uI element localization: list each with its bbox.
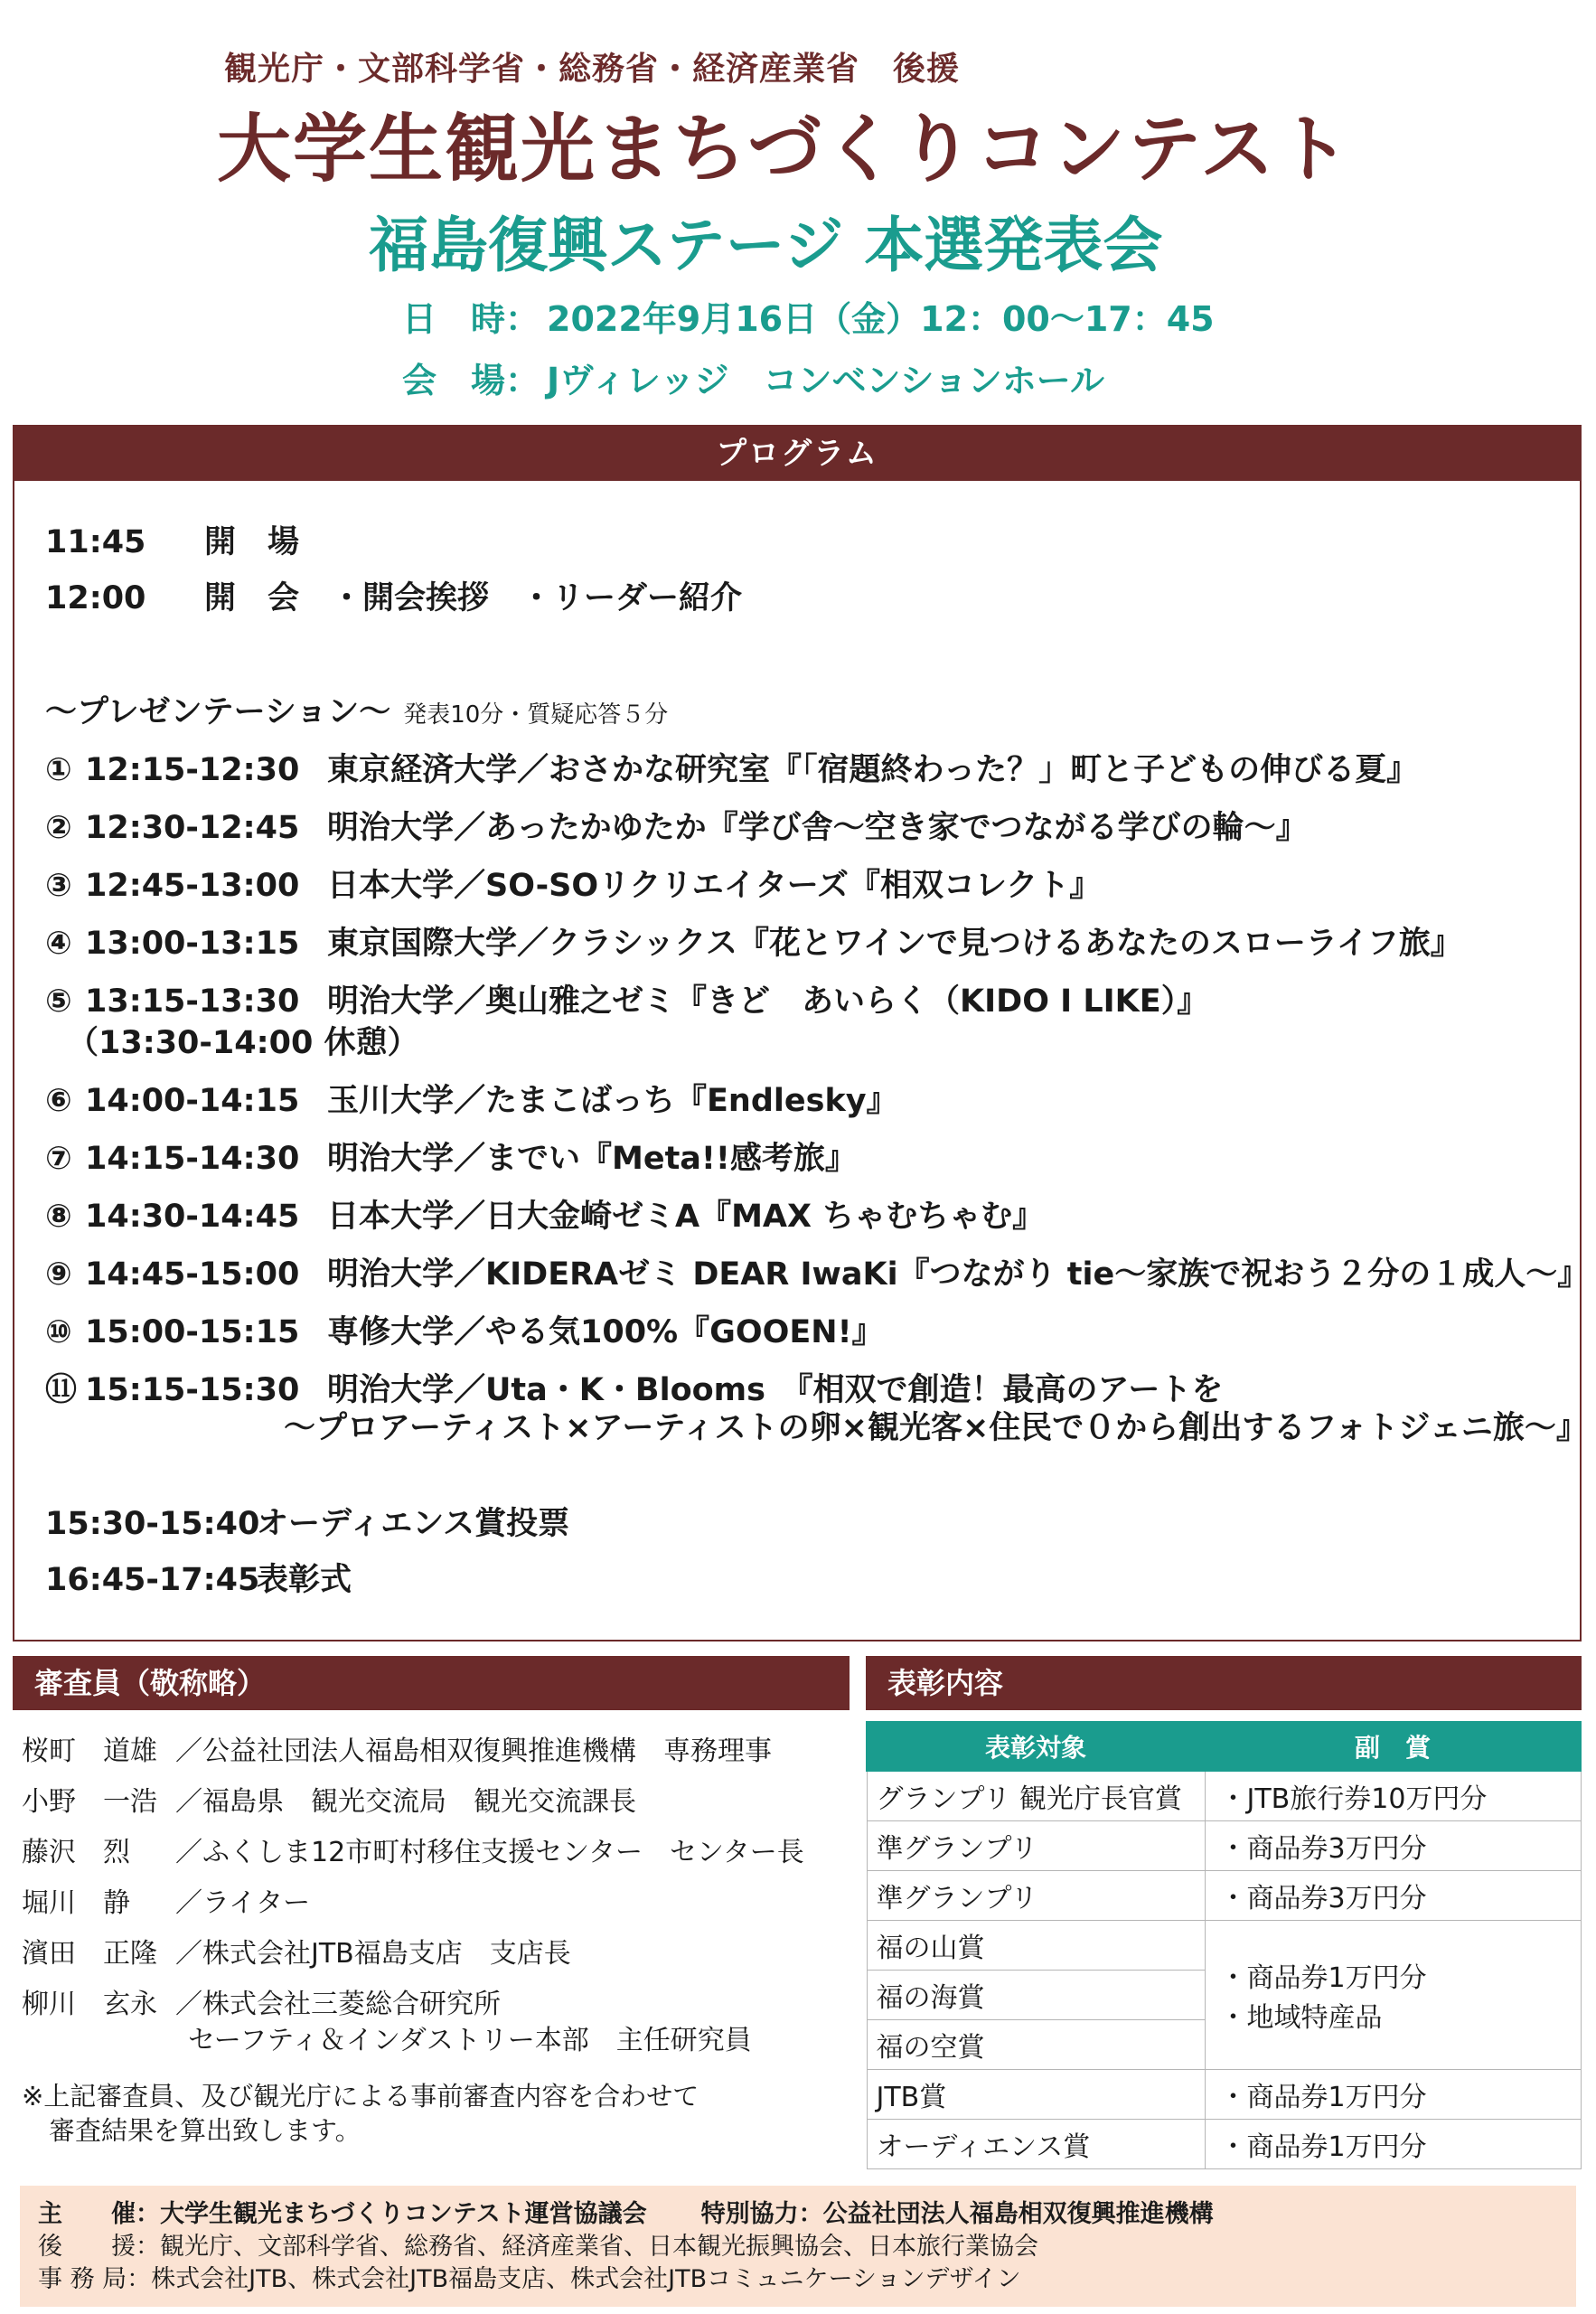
date-label: 日 時：	[402, 299, 540, 339]
presentation-time: 14:15-14:30	[85, 1141, 300, 1177]
presentation-item	[45, 1191, 1044, 1237]
judge-note	[22, 2079, 699, 2148]
pres11-continued: ～プロアーティスト×アーティストの卵×観光客×住民で０から創出するフォトジェニ旅～』	[284, 1410, 1588, 1446]
judge-item	[22, 1981, 501, 2021]
judge-name: 藤沢 烈	[22, 1837, 130, 1868]
award-prize: ・商品券1万円分	[1205, 2070, 1581, 2120]
presentation-item	[45, 1133, 857, 1179]
presentation-team: 専修大学／やる気100%『GOOEN!』	[327, 1314, 884, 1350]
main-title: 大学生観光まちづくりコンテスト	[217, 107, 1352, 193]
presentation-time: 13:00-13:15	[85, 926, 300, 962]
presentation-item	[45, 1365, 1223, 1410]
presentation-time: 13:15-13:30	[85, 983, 300, 1020]
venue-value: Jヴィレッジ コンベンションホール	[547, 361, 1105, 400]
table-row	[867, 2120, 1581, 2169]
pres-heading: ～プレゼンテーション～	[45, 694, 391, 730]
program-start	[45, 573, 742, 618]
start-label: 開 会 ・開会挨拶 ・リーダー紹介	[204, 580, 743, 616]
presentation-team: 明治大学／KIDERAゼミ DEAR IwaKi『つながり tie～家族で祝おう２分の１成人～』	[327, 1256, 1590, 1293]
presentation-time: 15:15-15:30	[85, 1372, 300, 1408]
judge-item	[22, 1728, 772, 1768]
presentation-number: ③	[45, 868, 72, 904]
footer-office	[38, 2263, 1558, 2296]
presentation-item	[45, 918, 1462, 964]
table-row	[867, 1871, 1581, 1921]
sponsor-line: 観光庁・文部科学省・総務省・経済産業省 後援	[224, 51, 961, 88]
award-target: 福の山賞	[867, 1921, 1205, 1971]
award-prize: ・商品券3万円分	[1205, 1871, 1581, 1921]
host-label: 主 催：	[38, 2200, 160, 2228]
awards-header: 表彰内容	[866, 1656, 1582, 1710]
presentation-number: ⑧	[45, 1199, 72, 1235]
judge-item	[22, 1830, 804, 1869]
award-target: JTB賞	[867, 2070, 1205, 2120]
coop-label: 特別協力：	[700, 2200, 823, 2228]
presentation-item	[45, 803, 1308, 848]
host: 大学生観光まちづくりコンテスト運営協議会	[160, 2200, 647, 2228]
presentation-team: 日本大学／SO-SOリクリエイターズ『相双コレクト』	[327, 868, 1102, 904]
judge-name: 堀川 静	[22, 1887, 130, 1919]
award-label: 表彰式	[257, 1562, 352, 1598]
presentation-number: ⑪	[45, 1372, 78, 1408]
vote-label: オーディエンス賞投票	[257, 1506, 570, 1542]
vote-time: 15:30-15:40	[45, 1506, 260, 1542]
award-prize: ・商品券1万円分	[1205, 2120, 1581, 2169]
venue-label: 会 場：	[402, 361, 540, 400]
presentation-number: ⑥	[45, 1083, 72, 1119]
presentation-team: 明治大学／Uta・K・Blooms 『相双で創造！最高のアートを	[327, 1372, 1224, 1408]
open-label: 開 場	[204, 524, 300, 560]
award-target: 福の海賞	[867, 1971, 1205, 2020]
presentation-number: ⑦	[45, 1141, 72, 1177]
presentation-team: 玉川大学／たまこばっち『Endlesky』	[327, 1083, 898, 1119]
table-row	[867, 1821, 1581, 1871]
program-award	[45, 1555, 352, 1600]
award-prize: ・JTB旅行券10万円分	[1205, 1771, 1581, 1821]
start-time: 12:00	[45, 580, 146, 616]
sub-title: 福島復興ステージ 本選発表会	[369, 211, 1163, 280]
presentation-team: 東京国際大学／クラシックス『花とワインで見つけるあなたのスローライフ旅』	[327, 926, 1462, 962]
judge-role: ／公益社団法人福島相双復興推進機構 専務理事	[175, 1736, 772, 1767]
award-target: グランプリ 観光庁長官賞	[867, 1771, 1205, 1821]
presentation-time: 15:00-15:15	[85, 1314, 300, 1350]
presentation-team: 東京経済大学／おさかな研究室『「宿題終わった？」町と子どもの伸びる夏』	[327, 752, 1419, 788]
judge-name: 桜町 道雄	[22, 1736, 157, 1767]
program-header: プログラム	[14, 427, 1580, 481]
coop: 公益社団法人福島相双復興推進機構	[822, 2200, 1214, 2228]
presentation-item	[45, 1249, 1589, 1294]
award-target: 準グランプリ	[867, 1821, 1205, 1871]
presentation-time: 14:45-15:00	[85, 1256, 300, 1293]
presentation-item	[45, 861, 1101, 906]
support: ：観光庁、文部科学省、総務省、経済産業省、日本観光振興協会、日本旅行業協会	[136, 2233, 1038, 2261]
col-prize: 副 賞	[1205, 1722, 1581, 1771]
judge-role: ／ふくしま12市町村移住支援センター センター長	[175, 1837, 804, 1868]
presentation-item	[45, 1076, 898, 1121]
award-target: 福の空賞	[867, 2020, 1205, 2070]
judge-item	[22, 1931, 571, 1971]
open-time: 11:45	[45, 524, 146, 560]
presentation-number: ⑨	[45, 1256, 72, 1293]
date-value: 2022年9月16日（金）12：00～17：45	[547, 299, 1215, 339]
footer-support	[38, 2231, 1558, 2263]
presentation-item	[45, 745, 1418, 790]
shared-prize-1: ・商品券1万円分	[1219, 1962, 1427, 1994]
judge-role: ／株式会社三菱総合研究所	[175, 1989, 501, 2020]
support-label: 後 援	[38, 2233, 136, 2261]
judge-role: ／福島県 観光交流局 観光交流課長	[175, 1786, 636, 1818]
judge-role-continued: セーフティ＆インダストリー本部 主任研究員	[188, 2025, 752, 2056]
judge-item	[22, 1880, 310, 1920]
award-prize: ・商品券3万円分	[1205, 1821, 1581, 1871]
award-prize-shared	[1205, 1921, 1581, 2070]
judge-note-line-2: 審査結果を算出致します。	[49, 2115, 361, 2146]
program-open	[45, 517, 299, 562]
presentation-heading	[45, 687, 668, 732]
presentation-time: 12:45-13:00	[85, 868, 300, 904]
presentation-team: 明治大学／までい『Meta!!感考旅』	[327, 1141, 857, 1177]
presentation-number: ①	[45, 752, 72, 788]
presentation-team: 明治大学／奥山雅之ゼミ『きど あいらく（KIDO I LIKE）』	[327, 983, 1209, 1020]
office-label: 事 務 局	[38, 2265, 127, 2293]
presentation-time: 14:30-14:45	[85, 1199, 300, 1235]
judge-item	[22, 1779, 636, 1819]
pres-note: 発表10分・質疑応答５分	[403, 701, 669, 729]
break-line: （13:30-14:00 休憩）	[67, 1025, 419, 1061]
presentation-time: 12:30-12:45	[85, 810, 300, 846]
event-venue	[402, 353, 1104, 402]
judge-name: 柳川 玄永	[22, 1989, 157, 2020]
event-date	[402, 291, 1215, 341]
presentation-number: ②	[45, 810, 72, 846]
shared-prize-2: ・地域特産品	[1219, 2002, 1383, 2034]
judge-name: 濱田 正隆	[22, 1938, 157, 1970]
judge-note-line-1: ※上記審査員、及び観光庁による事前審査内容を合わせて	[22, 2081, 699, 2112]
presentation-time: 12:15-12:30	[85, 752, 300, 788]
table-row	[867, 2070, 1581, 2120]
presentation-time: 14:00-14:15	[85, 1083, 300, 1119]
award-time: 16:45-17:45	[45, 1562, 260, 1598]
table-row	[867, 1921, 1581, 1971]
program-box	[13, 425, 1590, 1641]
judge-role: ／ライター	[175, 1887, 311, 1919]
presentation-item	[45, 976, 1208, 1021]
award-target: 準グランプリ	[867, 1871, 1205, 1921]
presentation-number: ⑤	[45, 983, 72, 1020]
program-vote	[45, 1499, 569, 1544]
presentation-number: ④	[45, 926, 72, 962]
judge-name: 小野 一浩	[22, 1786, 157, 1818]
judges-header: 審査員（敬称略）	[13, 1656, 850, 1710]
presentation-team: 明治大学／あったかゆたか『学び舎～空き家でつながる学びの輪～』	[327, 810, 1308, 846]
awards-table	[866, 1721, 1582, 2169]
office: ：株式会社JTB、株式会社JTB福島支店、株式会社JTBコミュニケーションデザイン	[127, 2265, 1021, 2293]
table-row	[867, 1771, 1581, 1821]
presentation-number: ⑩	[45, 1314, 72, 1350]
award-target: オーディエンス賞	[867, 2120, 1205, 2169]
footer	[20, 2186, 1576, 2307]
footer-host	[38, 2198, 1558, 2231]
judge-role: ／株式会社JTB福島支店 支店長	[175, 1938, 571, 1970]
presentation-item	[45, 1307, 884, 1352]
presentation-team: 日本大学／日大金崎ゼミA『MAX ちゃむちゃむ』	[327, 1199, 1045, 1235]
col-target: 表彰対象	[867, 1722, 1205, 1771]
